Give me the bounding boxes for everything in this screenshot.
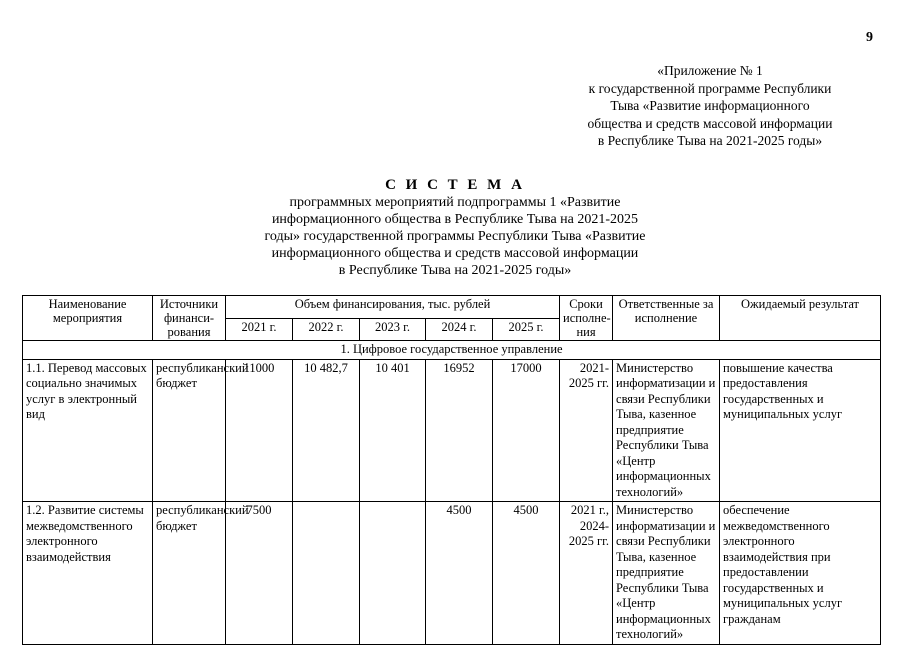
header-row <box>23 296 881 319</box>
cell-2025: 17000 <box>493 359 560 502</box>
cell-source: республиканский бюджет <box>153 359 226 502</box>
appendix-line: «Приложение № 1 <box>657 63 763 78</box>
title-heading: С И С Т Е М А <box>385 177 525 193</box>
cell-2021: 7500 <box>226 502 293 645</box>
cell-2024: 4500 <box>426 502 493 645</box>
cell-name: 1.2. Развитие системы межведомственного электронного взаимодействия <box>23 502 153 645</box>
header-year: 2022 г. <box>293 318 360 341</box>
cell-terms: 2021 г., 2024-2025 гг. <box>560 502 613 645</box>
cell-source: республиканский бюджет <box>153 502 226 645</box>
title-line: программных мероприятий подпрограммы 1 «Развитие <box>289 195 621 210</box>
cell-result: повышение качества предоставления государственных и муниципальных услуг <box>720 359 881 502</box>
document-title <box>200 176 710 279</box>
table-row <box>23 359 881 502</box>
cell-2023 <box>360 502 426 645</box>
cell-2025: 4500 <box>493 502 560 645</box>
cell-terms: 2021-2025 гг. <box>560 359 613 502</box>
header-source: Источники финанси-рования <box>153 296 226 341</box>
header-year: 2021 г. <box>226 318 293 341</box>
header-responsible: Ответственные за исполнение <box>613 296 720 341</box>
header-name: Наименование мероприятия <box>23 296 153 341</box>
section-row <box>23 341 881 360</box>
header-year: 2023 г. <box>360 318 426 341</box>
title-line: информационного общества и средств массовой информации <box>271 246 639 261</box>
appendix-line: Тыва «Развитие информационного <box>610 98 810 113</box>
cell-result: обеспечение межведомственного электронного взаимодействия при предоставлении государственных и муниципальных услуг гражданам <box>720 502 881 645</box>
header-result: Ожидаемый результат <box>720 296 881 341</box>
header-terms: Сроки исполне-ния <box>560 296 613 341</box>
header-funding: Объем финансирования, тыс. рублей <box>226 296 560 319</box>
cell-responsible: Министерство информатизации и связи Республики Тыва, казенное предприятие Республики Тыва «Центр информационных технологий» <box>613 359 720 502</box>
appendix-line: к государственной программе Республики <box>588 80 832 96</box>
table-row <box>23 502 881 645</box>
cell-name: 1.1. Перевод массовых социально значимых услуг в электронный вид <box>23 359 153 502</box>
title-line: годы» государственной программы Республики Тыва «Развитие <box>264 229 646 244</box>
appendix-note <box>560 62 860 150</box>
measures-table <box>22 295 881 645</box>
cell-2021: 11000 <box>226 359 293 502</box>
header-year: 2025 г. <box>493 318 560 341</box>
cell-2024: 16952 <box>426 359 493 502</box>
cell-2023: 10 401 <box>360 359 426 502</box>
appendix-line: в Республике Тыва на 2021-2025 годы» <box>597 133 823 148</box>
cell-2022: 10 482,7 <box>293 359 360 502</box>
cell-responsible: Министерство информатизации и связи Республики Тыва, казенное предприятие Республики Тыва «Центр информационных технологий» <box>613 502 720 645</box>
title-line: информационного общества в Республике Тыва на 2021-2025 <box>271 212 639 227</box>
section-title: 1. Цифровое государственное управление <box>23 341 881 360</box>
title-line: в Республике Тыва на 2021-2025 годы» <box>338 263 572 278</box>
appendix-line: общества и средств массовой информации <box>587 115 833 131</box>
cell-2022 <box>293 502 360 645</box>
page-number: 9 <box>866 30 873 45</box>
header-year: 2024 г. <box>426 318 493 341</box>
